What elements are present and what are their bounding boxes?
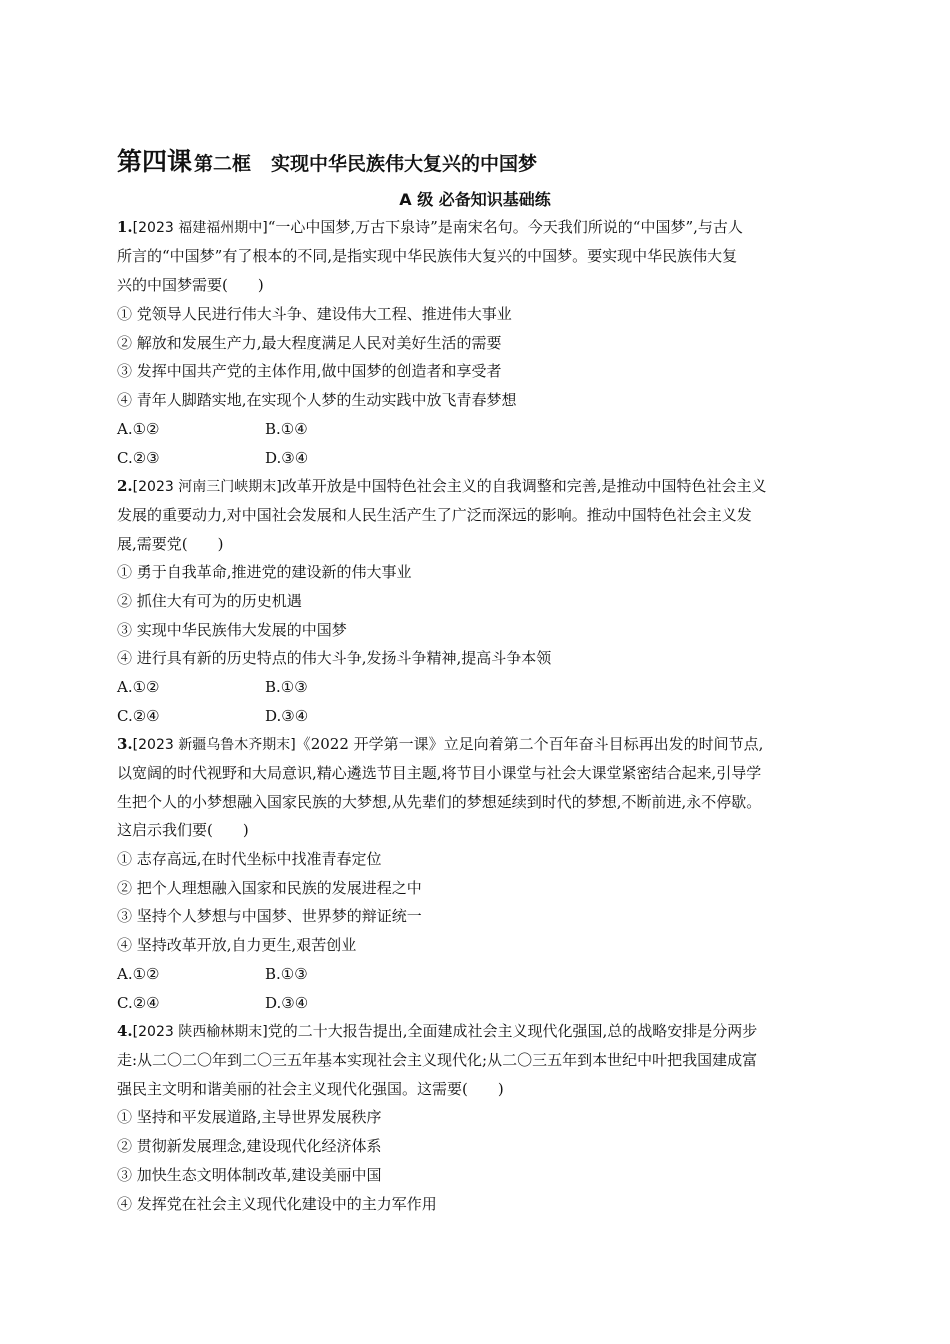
question-stem: “一心中国梦,万古下泉诗”是南宋名句。今天我们所说的“中国梦”,与古人 [267,218,743,236]
statement-item: ② 把个人理想融入国家和民族的发展进程之中 [117,879,422,897]
question-stem: 走:从二〇二〇年到二〇三五年基本实现社会主义现代化;从二〇三五年到本世纪中叶把我国建成富 [117,1051,758,1069]
answer-option-b: B.①④ [265,420,308,438]
statement-item: ④ 青年人脚踏实地,在实现个人梦的生动实践中放飞青春梦想 [117,391,517,409]
statement-item: ① 党领导人民进行伟大斗争、建设伟大工程、推进伟大事业 [117,305,512,323]
question-number: 4. [117,1022,133,1040]
answer-option-a: A.①② [117,965,160,983]
question-stem: 发展的重要动力,对中国社会发展和人民生活产生了广泛而深远的影响。推动中国特色社会主义发 [117,506,752,524]
question-stem: 强民主文明和谐美丽的社会主义现代化强国。这需要( ) [117,1080,504,1098]
statement-item: ③ 加快生态文明体制改革,建设美丽中国 [117,1166,382,1184]
question-4-line-1 [117,1021,757,1042]
question-2-line-1 [117,476,766,497]
answer-option-a: A.①② [117,420,160,438]
question-stem: 改革开放是中国特色社会主义的自我调整和完善,是推动中国特色社会主义 [281,477,767,495]
question-stem: 生把个人的小梦想融入国家民族的大梦想,从先辈们的梦想延续到时代的梦想,不断前进,永不停歇。 [117,793,762,811]
statement-item: ④ 发挥党在社会主义现代化建设中的主力军作用 [117,1195,437,1213]
statement-item: ③ 坚持个人梦想与中国梦、世界梦的辩证统一 [117,907,422,925]
question-number: 3. [117,735,133,753]
question-stem: 所言的“中国梦”有了根本的不同,是指实现中华民族伟大复兴的中国梦。要实现中华民族伟大复 [117,247,738,265]
answer-option-b: B.①③ [265,965,308,983]
statement-item: ③ 实现中华民族伟大发展的中国梦 [117,621,347,639]
lesson-topic: 实现中华民族伟大复兴的中国梦 [271,153,538,175]
question-number: 2. [117,477,133,495]
statement-item: ① 坚持和平发展道路,主导世界发展秩序 [117,1108,382,1126]
question-stem: 《2022 开学第一课》立足向着第二个百年奋斗目标再出发的时间节点, [295,735,764,753]
question-stem: 展,需要党( ) [117,535,224,553]
question-stem: 兴的中国梦需要( ) [117,276,264,294]
answer-option-d: D.③④ [265,994,309,1012]
statement-item: ④ 进行具有新的历史特点的伟大斗争,发扬斗争精神,提高斗争本领 [117,649,552,667]
statement-item: ④ 坚持改革开放,自力更生,艰苦创业 [117,936,357,954]
answer-option-d: D.③④ [265,707,309,725]
question-3-line-1 [117,734,763,755]
statement-item: ② 解放和发展生产力,最大程度满足人民对美好生活的需要 [117,334,502,352]
answer-option-c: C.②④ [117,994,160,1012]
frame-number: 第二框 [194,153,252,175]
question-stem: 这启示我们要( ) [117,821,249,839]
statement-item: ① 勇于自我革命,推进党的建设新的伟大事业 [117,563,412,581]
statement-item: ① 志存高远,在时代坐标中找准青春定位 [117,850,382,868]
lesson-number: 第四课 [117,147,193,176]
question-source: [2023 福建福州期中] [132,220,268,236]
question-stem: 以宽阔的时代视野和大局意识,精心遴选节目主题,将节目小课堂与社会大课堂紧密结合起来,引导学 [117,764,762,782]
section-heading: A 级 必备知识基础练 [399,190,551,209]
question-source: [2023 河南三门峡期末] [132,479,282,495]
answer-option-a: A.①② [117,678,160,696]
question-number: 1. [117,218,133,236]
answer-option-c: C.②③ [117,449,160,467]
statement-item: ② 抓住大有可为的历史机遇 [117,592,302,610]
lesson-title [117,142,537,178]
answer-option-b: B.①③ [265,678,308,696]
question-source: [2023 新疆乌鲁木齐期末] [132,737,296,753]
statement-item: ③ 发挥中国共产党的主体作用,做中国梦的创造者和享受者 [117,362,502,380]
answer-option-c: C.②④ [117,707,160,725]
answer-option-d: D.③④ [265,449,309,467]
question-1-line-1 [117,217,743,238]
question-source: [2023 陕西榆林期末] [132,1024,268,1040]
question-stem: 党的二十大报告提出,全面建成社会主义现代化强国,总的战略安排是分两步 [267,1022,758,1040]
statement-item: ② 贯彻新发展理念,建设现代化经济体系 [117,1137,382,1155]
